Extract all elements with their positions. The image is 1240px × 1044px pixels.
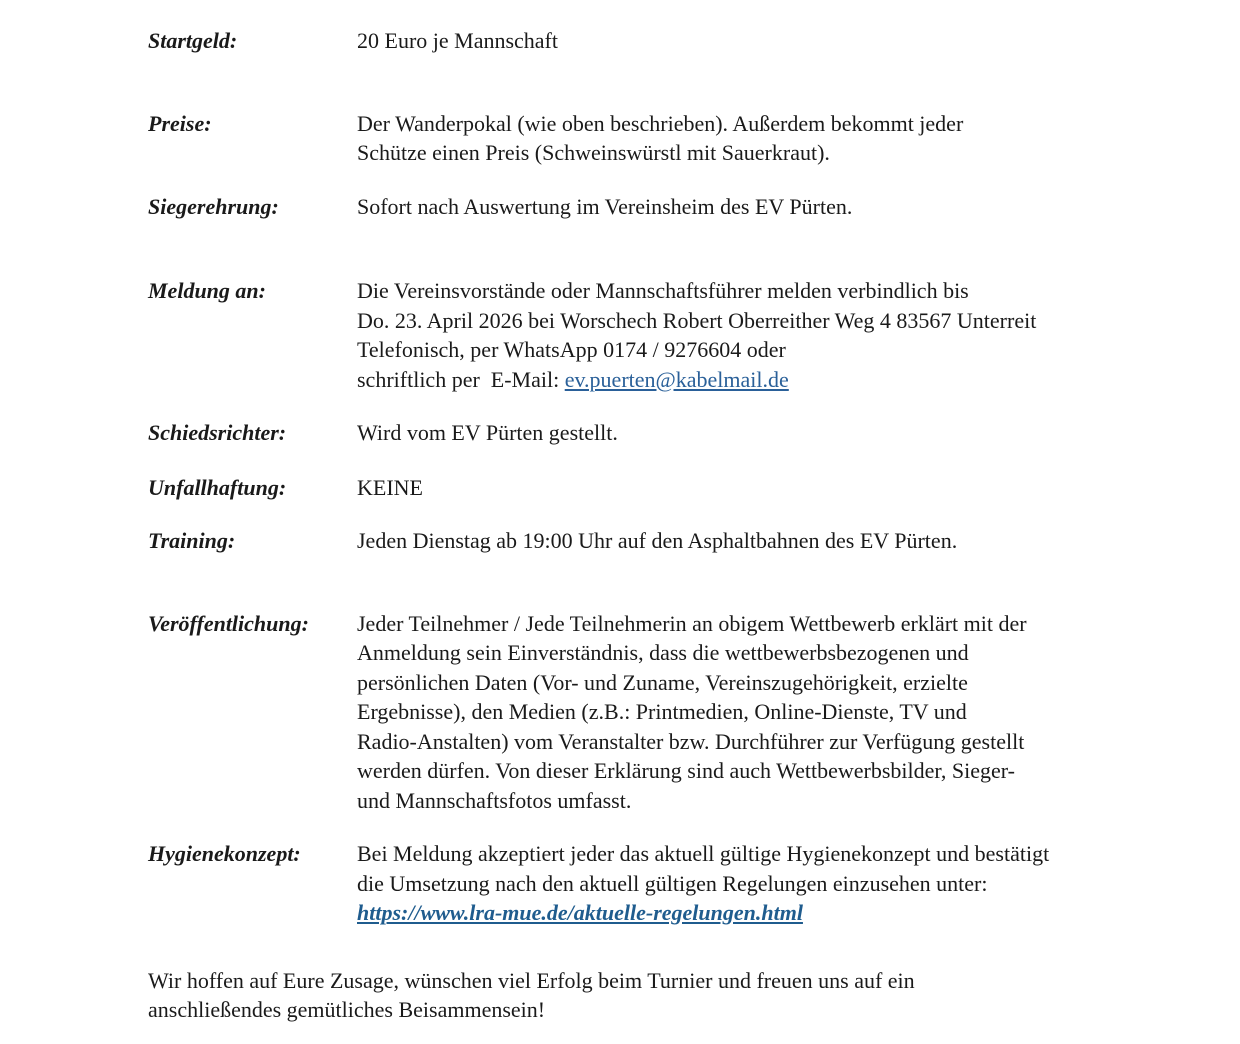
section-training bbox=[148, 526, 1140, 556]
text-span: Jeden Dienstag ab 19:00 Uhr auf den Asphaltbahnen des EV Pürten. bbox=[357, 528, 958, 553]
text-line bbox=[148, 966, 1140, 996]
text-span: Wir hoffen auf Eure Zusage, wünschen viel Erfolg beim Turnier und freuen uns auf ein bbox=[148, 967, 915, 993]
text-line bbox=[357, 526, 1140, 556]
section-value-startgeld bbox=[357, 26, 1140, 56]
section-value-veroeffentlichung bbox=[357, 609, 1140, 816]
text-line bbox=[357, 609, 1140, 639]
section-label-veroeffentlichung: Veröffentlichung: bbox=[148, 610, 309, 636]
text-span: KEINE bbox=[357, 474, 423, 500]
text-span: Bei Meldung akzeptiert jeder das aktuell gültige Hygienekonzept und bestätigt bbox=[357, 841, 1050, 866]
text-span: Die Vereinsvorstände oder Mannschaftsführer melden verbindlich bis bbox=[357, 278, 969, 303]
section-value-hygienekonzept bbox=[357, 839, 1140, 928]
text-line bbox=[357, 839, 1140, 869]
section-value-closing bbox=[148, 966, 1140, 1025]
section-label-meldung: Meldung an: bbox=[148, 278, 266, 303]
text-span: Sofort nach Auswertung im Vereinsheim des EV Pürten. bbox=[357, 193, 853, 219]
text-line bbox=[357, 365, 1140, 395]
section-closing bbox=[148, 966, 1140, 1025]
section-label-preise: Preise: bbox=[148, 110, 212, 136]
section-label-training: Training: bbox=[148, 528, 236, 553]
text-span: 20 Euro je Mannschaft bbox=[357, 28, 558, 53]
section-preise bbox=[148, 109, 1140, 168]
text-span: Der Wanderpokal (wie oben beschrieben). Außerdem bekommt jeder bbox=[357, 110, 964, 136]
section-veroeffentlichung bbox=[148, 609, 1140, 816]
section-schiedsrichter bbox=[148, 418, 1140, 448]
text-span: Anmeldung sein Einverständnis, dass die wettbewerbsbezogenen und bbox=[357, 640, 969, 665]
section-unfallhaftung bbox=[148, 473, 1140, 503]
section-value-preise bbox=[357, 109, 1140, 168]
text-span: persönlichen Daten (Vor- und Zuname, Vereinszugehörigkeit, erzielte bbox=[357, 669, 968, 695]
text-line bbox=[357, 786, 1140, 816]
text-line bbox=[357, 898, 1140, 928]
text-line bbox=[357, 138, 1140, 168]
section-label-schiedsrichter: Schiedsrichter: bbox=[148, 420, 287, 445]
text-span: werden dürfen. Von dieser Erklärung sind auch Wettbewerbsbilder, Sieger- bbox=[357, 758, 1015, 783]
text-line bbox=[357, 473, 1140, 503]
text-line bbox=[357, 756, 1140, 786]
text-line bbox=[357, 668, 1140, 698]
text-span: Telefonisch, per WhatsApp 0174 / 9276604 oder bbox=[357, 337, 786, 362]
text-span: Do. 23. April 2026 bei Worschech Robert Oberreither Weg 4 83567 Unterreit bbox=[357, 307, 1037, 333]
text-span: Ergebnisse), den Medien (z.B.: Printmedien, Online-Dienste, TV und bbox=[357, 699, 967, 724]
section-value-meldung bbox=[357, 276, 1140, 394]
email-link[interactable]: ev.puerten@kabelmail.de bbox=[564, 366, 789, 392]
section-hygienekonzept bbox=[148, 839, 1140, 928]
section-value-unfallhaftung bbox=[357, 473, 1140, 503]
text-span: Jeder Teilnehmer / Jede Teilnehmerin an obigem Wettbewerb erklärt mit der bbox=[357, 610, 1027, 636]
document-rows bbox=[148, 26, 1140, 1025]
text-line bbox=[357, 276, 1140, 306]
text-span: Radio-Anstalten) vom Veranstalter bzw. Durchführer zur Verfügung gestellt bbox=[357, 728, 1025, 754]
text-span: Schütze einen Preis (Schweinswürstl mit Sauerkraut). bbox=[357, 140, 830, 165]
text-line bbox=[357, 335, 1140, 365]
section-value-training bbox=[357, 526, 1140, 556]
text-line bbox=[357, 869, 1140, 899]
text-line bbox=[357, 697, 1140, 727]
section-label-startgeld: Startgeld: bbox=[148, 28, 238, 53]
section-label-hygienekonzept: Hygienekonzept: bbox=[148, 841, 301, 866]
text-line bbox=[357, 418, 1140, 448]
text-span: die Umsetzung nach den aktuell gültigen Regelungen einzusehen unter: bbox=[357, 870, 988, 896]
text-line bbox=[357, 192, 1140, 222]
section-siegerehrung bbox=[148, 192, 1140, 222]
text-span: schriftlich per E-Mail: bbox=[357, 366, 565, 392]
text-span: und Mannschaftsfotos umfasst. bbox=[357, 787, 632, 813]
text-line bbox=[357, 727, 1140, 757]
text-line bbox=[148, 995, 1140, 1025]
section-startgeld bbox=[148, 26, 1140, 56]
text-line bbox=[357, 638, 1140, 668]
section-value-siegerehrung bbox=[357, 192, 1140, 222]
text-line bbox=[357, 26, 1140, 56]
section-meldung bbox=[148, 276, 1140, 394]
text-span: anschließendes gemütliches Beisammensein! bbox=[148, 997, 546, 1022]
hygiene-url-link[interactable]: https://www.lra-mue.de/aktuelle-regelungen.html bbox=[357, 900, 803, 925]
section-label-unfallhaftung: Unfallhaftung: bbox=[148, 474, 287, 500]
text-span: Wird vom EV Pürten gestellt. bbox=[357, 420, 618, 445]
section-label-siegerehrung: Siegerehrung: bbox=[148, 193, 279, 219]
text-line bbox=[357, 306, 1140, 336]
section-value-schiedsrichter bbox=[357, 418, 1140, 448]
text-line bbox=[357, 109, 1140, 139]
